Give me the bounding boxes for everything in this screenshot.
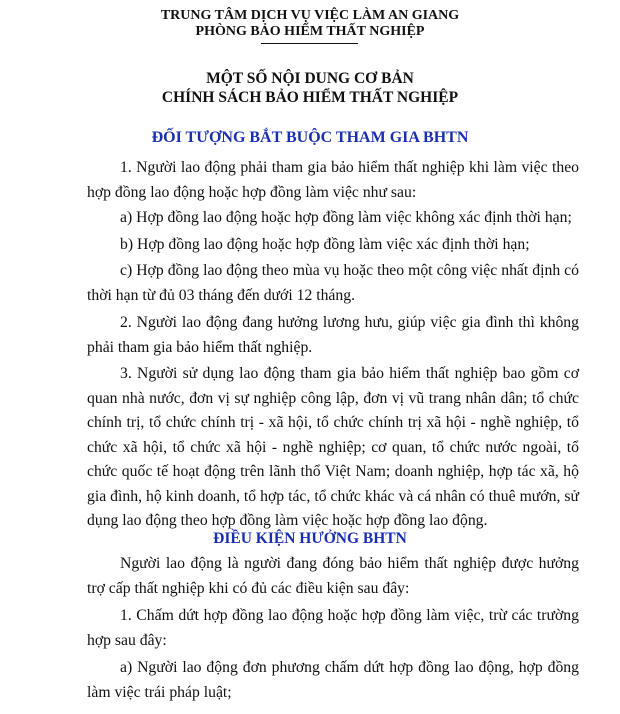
section-heading-mandatory-participants: ĐỐI TƯỢNG BẮT BUỘC THAM GIA BHTN: [151, 129, 469, 146]
header-divider: [261, 43, 358, 44]
paragraph-1-contract-termination: 1. Chấm dứt hợp đồng lao động hoặc hợp đồng làm việc, trừ các trường hợp sau đây:: [87, 607, 579, 649]
paragraph-1b-fixed-term-contract: b) Hợp đồng lao động hoặc hợp đồng làm việc xác định thời hạn;: [120, 236, 530, 253]
paragraph-3-employers: 3. Người sử dụng lao động tham gia bảo hiểm thất nghiệp bao gồm cơ quan nhà nước, đơn vị sự nghiệp công lập, đơn vị vũ trang nhân dân; tổ chức chính trị, tổ chức chính trị - xã hội, tổ chức chính trị xã hội - nghề nghiệp, tổ chức xã hội, tổ chức xã hội - nghề nghiệp; cơ quan, tổ chức nước ngoài, tổ chức quốc tế hoạt động trên lãnh thổ Việt Nam; doanh nghiệp, hợp tác xã, hộ gia đình, hộ kinh doanh, tổ hợp tác, tổ chức khác và cá nhân có thuê mướn, sử dụng lao động theo hợp đồng làm việc hoặc hợp đồng lao động.: [87, 365, 579, 529]
document-title-line2: CHÍNH SÁCH BẢO HIỂM THẤT NGHIỆP: [161, 89, 459, 106]
paragraph-1c-seasonal-contract: c) Hợp đồng lao động theo mùa vụ hoặc theo một công việc nhất định có thời hạn từ đủ 03 tháng đến dưới 12 tháng.: [87, 262, 579, 304]
paragraph-2-exempt-employees: 2. Người lao động đang hưởng lương hưu, giúp việc gia đình thì không phải tham gia bảo hiểm thất nghiệp.: [87, 314, 579, 356]
department-name: PHÒNG BẢO HIỂM THẤT NGHIỆP: [195, 24, 425, 39]
paragraph-1a-indefinite-contract: a) Hợp đồng lao động hoặc hợp đồng làm việc không xác định thời hạn;: [120, 209, 572, 226]
document-title-line1: MỘT SỐ NỘI DUNG CƠ BẢN: [206, 70, 414, 87]
paragraph-eligibility-intro: Người lao động là người đang đóng bảo hiểm thất nghiệp được hưởng trợ cấp thất nghiệp khi có đủ các điều kiện sau đây:: [87, 555, 579, 597]
section-heading-eligibility-conditions: ĐIỀU KIỆN HƯỞNG BHTN: [213, 530, 407, 547]
paragraph-1a-unlawful-termination: a) Người lao động đơn phương chấm dứt hợp đồng lao động, hợp đồng làm việc trái pháp luật;: [87, 659, 579, 701]
paragraph-1-employees: 1. Người lao động phải tham gia bảo hiểm thất nghiệp khi làm việc theo hợp đồng lao động hoặc hợp đồng làm việc như sau:: [87, 159, 579, 201]
organization-name: TRUNG TÂM DỊCH VỤ VIỆC LÀM AN GIANG: [160, 8, 460, 23]
